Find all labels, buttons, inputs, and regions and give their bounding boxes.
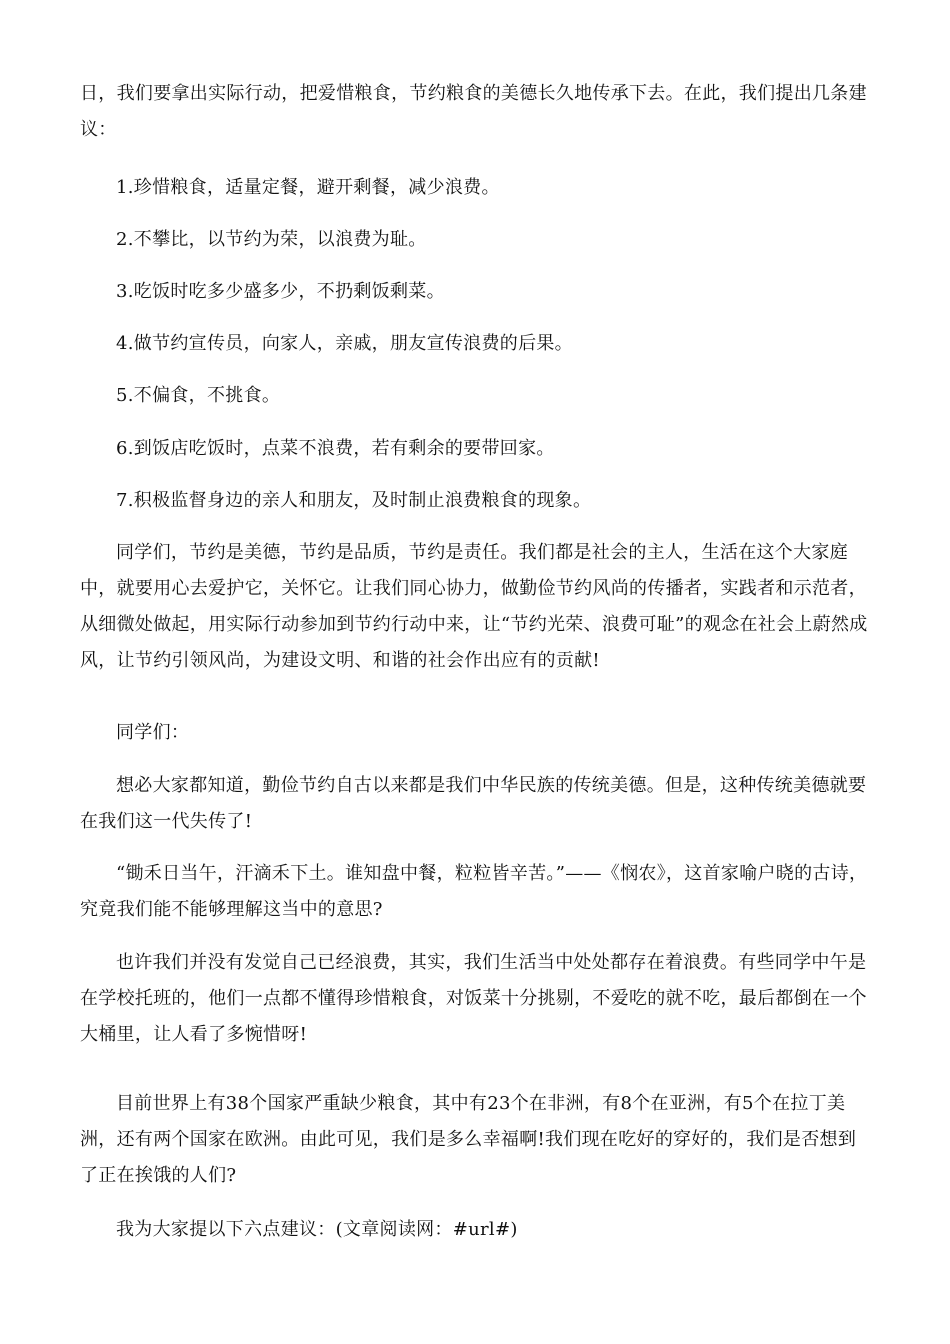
list-item-2 — [80, 222, 870, 258]
paragraph-text: 同学们： — [116, 722, 190, 743]
paragraph-text: 日，我们要拿出实际行动，把爱惜粮食，节约粮食的美德长久地传承下去。在此，我们提出几条建议： — [80, 83, 867, 140]
paragraph-intro — [80, 76, 870, 148]
paragraph-text: “锄禾日当午，汗滴禾下土。谁知盘中餐，粒粒皆辛苦。”——《悯农》，这首家喻户晓的古诗，究竟我们能不能够理解这当中的意思? — [80, 863, 868, 920]
paragraph-text: 也许我们并没有发觉自己已经浪费，其实，我们生活当中处处都存在着浪费。有些同学中午是在学校托班的，他们一点都不懂得珍惜粮食，对饭菜十分挑剔，不爱吃的就不吃，最后都倒在一个大桶里，让人看了多惋惜呀! — [80, 952, 867, 1045]
list-item-text: 5.不偏食，不挑食。 — [116, 385, 281, 406]
paragraph-poem — [80, 856, 870, 928]
paragraph-text: 想必大家都知道，勤俭节约自古以来都是我们中华民族的传统美德。但是，这种传统美德就要在我们这一代失传了! — [80, 775, 867, 832]
paragraph-text: 我为大家提以下六点建议：(文章阅读网：#url#) — [116, 1219, 518, 1240]
list-item-5 — [80, 378, 870, 414]
list-item-1 — [80, 170, 870, 206]
paragraph-text: 同学们，节约是美德，节约是品质，节约是责任。我们都是社会的主人，生活在这个大家庭中，就要用心去爱护它，关怀它。让我们同心协力，做勤俭节约风尚的传播者，实践者和示范者，从细微处做起，用实际行动参加到节约行动中来，让“节约光荣、浪费可耻”的观念在社会上蔚然成风，让节约引领风尚，为建设文明、和谐的社会作出应有的贡献! — [80, 542, 868, 671]
list-item-text: 6.到饭店吃饭时，点菜不浪费，若有剩余的要带回家。 — [116, 438, 555, 459]
list-item-text: 2.不攀比，以节约为荣，以浪费为耻。 — [116, 229, 427, 250]
list-item-text: 4.做节约宣传员，向家人，亲戚，朋友宣传浪费的后果。 — [116, 333, 573, 354]
paragraph-tradition — [80, 768, 870, 840]
list-item-text: 1.珍惜粮食，适量定餐，避开剩餐，减少浪费。 — [116, 177, 500, 198]
paragraph-greeting — [80, 715, 870, 751]
paragraph-suggestions — [80, 1212, 870, 1248]
paragraph-world-hunger — [80, 1086, 870, 1194]
paragraph-text: 目前世界上有38个国家严重缺少粮食，其中有23个在非洲，有8个在亚洲，有5个在拉丁美洲，还有两个国家在欧洲。由此可见，我们是多么幸福啊!我们现在吃好的穿好的，我们是否想到了正在挨饿的人们? — [80, 1093, 857, 1186]
list-item-7 — [80, 483, 870, 519]
paragraph-conclusion — [80, 535, 870, 679]
list-item-4 — [80, 326, 870, 362]
paragraph-waste — [80, 945, 870, 1053]
list-item-6 — [80, 431, 870, 467]
list-item-text: 3.吃饭时吃多少盛多少，不扔剩饭剩菜。 — [116, 281, 445, 302]
list-item-text: 7.积极监督身边的亲人和朋友，及时制止浪费粮食的现象。 — [116, 490, 592, 511]
list-item-3 — [80, 274, 870, 310]
